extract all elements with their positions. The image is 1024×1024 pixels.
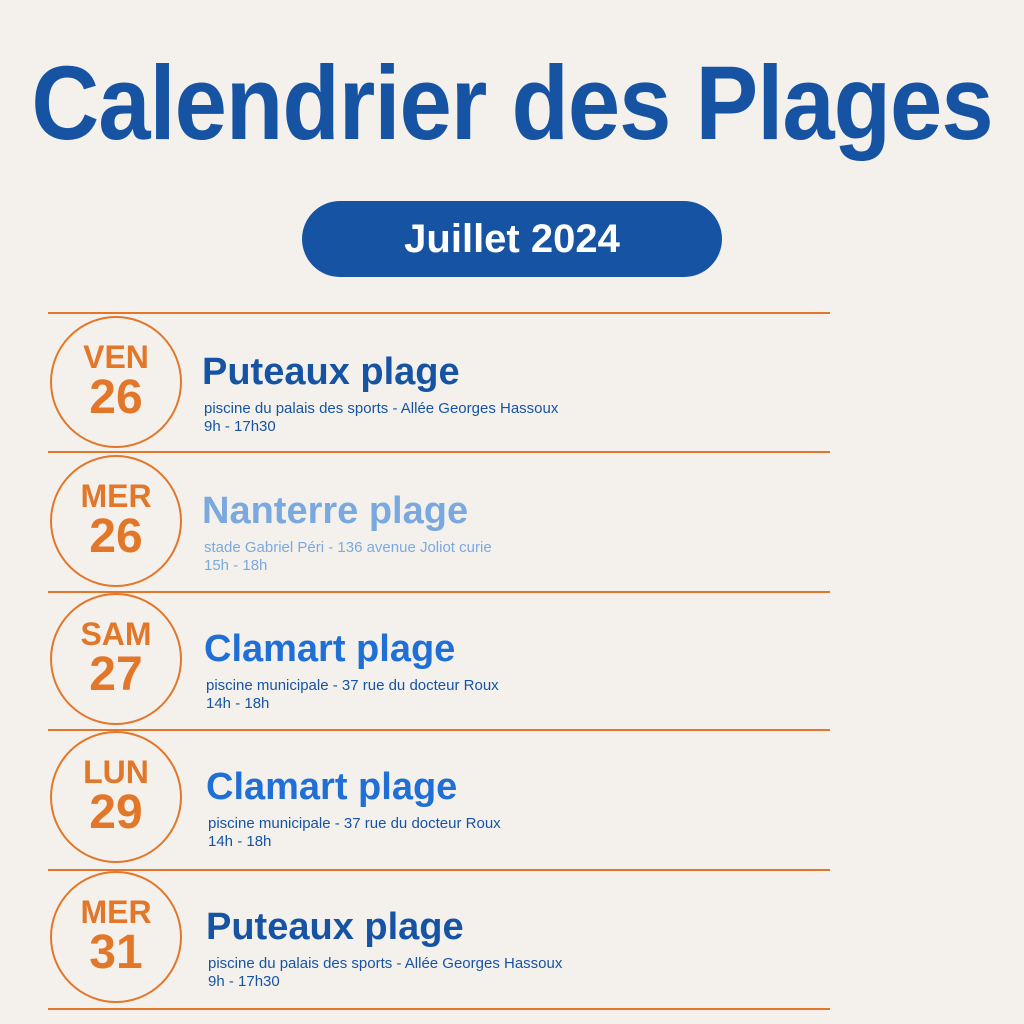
divider <box>48 312 830 314</box>
event-name: Puteaux plage <box>206 906 464 948</box>
event-location: piscine municipale - 37 rue du docteur Roux <box>206 677 499 694</box>
date-circle <box>50 871 182 1003</box>
date-day-label: MER <box>80 894 152 930</box>
date-day-label: SAM <box>80 616 152 652</box>
event-name: Puteaux plage <box>202 351 460 393</box>
event-row <box>48 593 830 731</box>
event-row <box>48 316 830 454</box>
date-number: 27 <box>89 648 143 701</box>
date-number: 29 <box>89 786 143 839</box>
month-badge <box>302 201 722 277</box>
event-hours: 14h - 18h <box>208 833 272 850</box>
event-row <box>48 871 830 1009</box>
date-number: 26 <box>89 510 143 563</box>
date-circle <box>50 455 182 587</box>
page-title: Calendrier des Plages <box>31 43 993 162</box>
event-name: Clamart plage <box>206 766 458 808</box>
event-hours: 14h - 18h <box>206 695 270 712</box>
divider <box>48 1008 830 1010</box>
event-name: Nanterre plage <box>202 490 469 532</box>
event-hours: 9h - 17h30 <box>204 418 276 435</box>
divider <box>48 451 830 453</box>
event-row <box>48 731 830 869</box>
event-name: Clamart plage <box>204 628 456 670</box>
date-day-label: MER <box>80 478 152 514</box>
event-location: piscine du palais des sports - Allée Georges Hassoux <box>208 955 563 972</box>
event-hours: 9h - 17h30 <box>208 973 280 990</box>
date-circle <box>50 316 182 448</box>
event-location: piscine municipale - 37 rue du docteur Roux <box>208 815 501 832</box>
date-number: 31 <box>89 926 143 979</box>
month-label: Juillet 2024 <box>404 216 620 261</box>
event-location: stade Gabriel Péri - 136 avenue Joliot curie <box>204 539 492 556</box>
event-hours: 15h - 18h <box>204 557 268 574</box>
date-circle <box>50 731 182 863</box>
date-day-label: VEN <box>83 339 149 375</box>
date-number: 26 <box>89 371 143 424</box>
event-location: piscine du palais des sports - Allée Georges Hassoux <box>204 400 559 417</box>
date-circle <box>50 593 182 725</box>
date-day-label: LUN <box>83 754 149 790</box>
event-row <box>48 455 830 593</box>
